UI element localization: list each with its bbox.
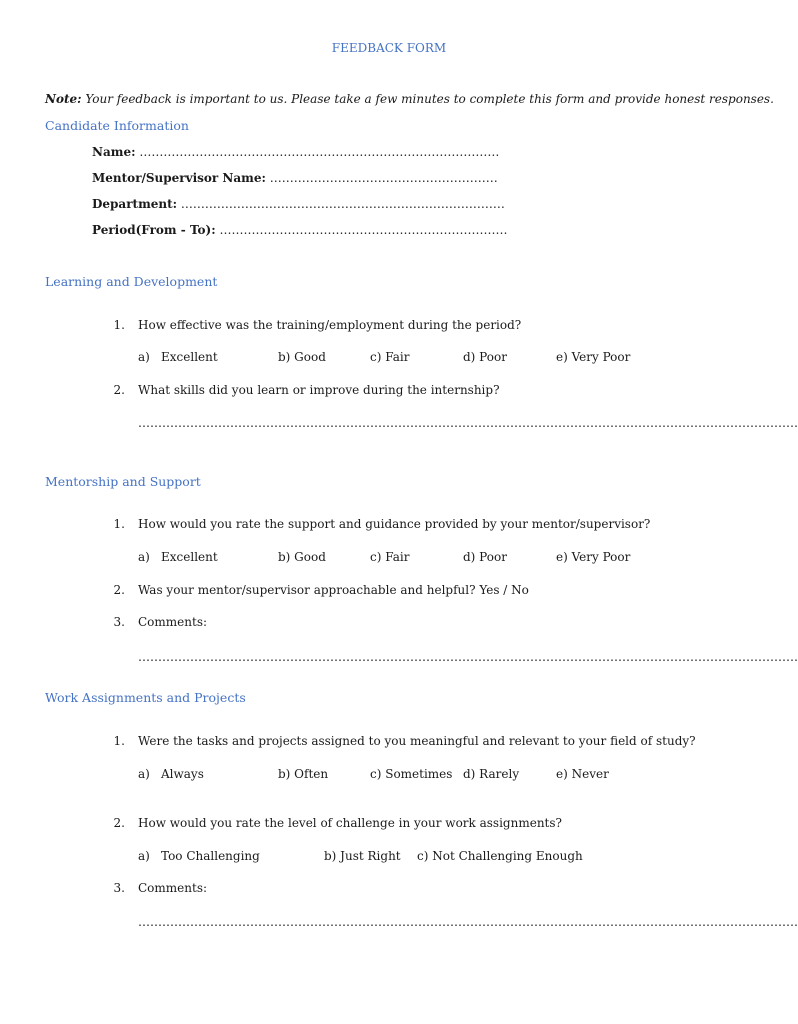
work-q3-text: Comments:: [138, 881, 208, 895]
work-q2-option-not-challenging[interactable]: c) Not Challenging Enough: [417, 849, 583, 863]
learning-q2-text: What skills did you learn or improve during the internship?: [138, 383, 500, 397]
work-q1-number: 1.: [113, 734, 125, 748]
work-q1-option-often[interactable]: b) Often: [278, 767, 329, 781]
work-q1-option-always[interactable]: Always: [161, 767, 204, 781]
learning-heading: Learning and Development: [45, 274, 218, 289]
work-q1-option-rarely[interactable]: d) Rarely: [463, 767, 520, 781]
work-q1-text: Were the tasks and projects assigned to you meaningful and relevant to your field of study?: [138, 734, 696, 748]
period-label: Period(From - To):: [92, 223, 216, 237]
learning-q1-option-good[interactable]: b) Good: [278, 350, 326, 364]
page-title: FEEDBACK FORM: [331, 41, 447, 55]
mentorship-q1-text: How would you rate the support and guidance provided by your mentor/supervisor?: [138, 517, 651, 531]
learning-q1-number: 1.: [113, 318, 125, 332]
work-q2-option-a-marker: a): [138, 849, 150, 863]
mentorship-q2-number: 2.: [113, 583, 125, 597]
mentorship-q1-option-poor[interactable]: d) Poor: [463, 550, 507, 564]
learning-q1-option-excellent[interactable]: Excellent: [161, 350, 218, 364]
work-q2-text: How would you rate the level of challenge in your work assignments?: [138, 816, 562, 830]
learning-q1-option-fair[interactable]: c) Fair: [370, 350, 410, 364]
note-label: Note:: [45, 92, 82, 106]
department-label: Department:: [92, 197, 178, 211]
department-line[interactable]: ………………………………………………………………………: [177, 197, 505, 211]
work-heading: Work Assignments and Projects: [45, 690, 246, 705]
note: [45, 92, 774, 106]
mentorship-q1-number: 1.: [113, 517, 125, 531]
mentorship-heading: Mentorship and Support: [45, 474, 201, 489]
name-line[interactable]: ………………………………………………………………………………: [135, 145, 500, 159]
mentorship-q2-text: Was your mentor/supervisor approachable and helpful? Yes / No: [138, 583, 529, 597]
mentorship-q1-option-good[interactable]: b) Good: [278, 550, 326, 564]
work-q1-option-sometimes[interactable]: c) Sometimes: [370, 767, 453, 781]
learning-q1-option-very-poor[interactable]: e) Very Poor: [556, 350, 631, 364]
note-text: Your feedback is important to us. Please take a few minutes to complete this form and provide honest responses.: [81, 92, 774, 106]
work-comments-line[interactable]: …………………………………………………………………………………………………………………………………………………: [138, 915, 798, 929]
period-field[interactable]: [92, 223, 507, 237]
mentorship-q3-text: Comments:: [138, 615, 208, 629]
period-line[interactable]: ………………………………………………………………: [215, 223, 508, 237]
mentor-name-label: Mentor/Supervisor Name:: [92, 171, 266, 185]
mentorship-q1-option-excellent[interactable]: Excellent: [161, 550, 218, 564]
name-field[interactable]: [92, 145, 499, 159]
work-q2-number: 2.: [113, 816, 125, 830]
mentorship-q1-option-very-poor[interactable]: e) Very Poor: [556, 550, 631, 564]
mentorship-q3-number: 3.: [113, 615, 125, 629]
candidate-heading: Candidate Information: [45, 118, 189, 133]
work-q1-option-never[interactable]: e) Never: [556, 767, 609, 781]
work-q1-option-a-marker: a): [138, 767, 150, 781]
work-q2-option-just-right[interactable]: b) Just Right: [324, 849, 401, 863]
name-label: Name:: [92, 145, 136, 159]
learning-q2-answer-line[interactable]: …………………………………………………………………………………………………………………………………………………: [138, 416, 798, 430]
department-field[interactable]: [92, 197, 505, 211]
learning-q1-text: How effective was the training/employment during the period?: [138, 318, 522, 332]
learning-q1-option-a-marker: a): [138, 350, 150, 364]
work-q2-option-too-challenging[interactable]: Too Challenging: [161, 849, 260, 863]
learning-q2-number: 2.: [113, 383, 125, 397]
mentorship-q1-option-a-marker: a): [138, 550, 150, 564]
learning-q1-option-poor[interactable]: d) Poor: [463, 350, 507, 364]
mentor-name-field[interactable]: [92, 171, 498, 185]
mentorship-q1-option-fair[interactable]: c) Fair: [370, 550, 410, 564]
work-q3-number: 3.: [113, 881, 125, 895]
mentorship-comments-line[interactable]: …………………………………………………………………………………………………………………………………………………: [138, 650, 798, 664]
mentor-name-line[interactable]: …………………………………………………: [265, 171, 498, 185]
